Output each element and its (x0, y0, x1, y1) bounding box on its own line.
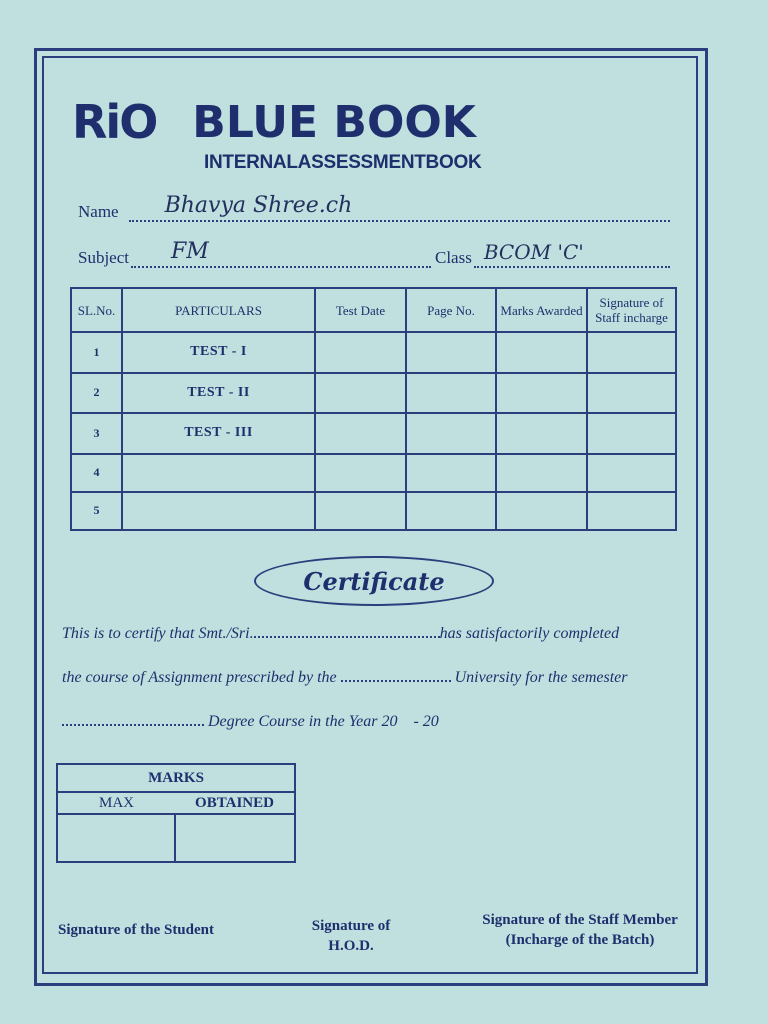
name-field (78, 193, 670, 222)
certificate-line-1-end: has satisfactorily completed (439, 625, 620, 642)
student-name-blank[interactable] (254, 624, 440, 638)
row-particulars[interactable] (122, 454, 315, 492)
subject-label: Subject (78, 248, 129, 267)
table-row (71, 492, 676, 530)
assessment-table (70, 287, 677, 531)
certificate-line-2 (62, 668, 627, 687)
name-value: Bhavya Shree.ch (164, 193, 353, 218)
row-particulars: TEST - II (122, 373, 315, 414)
book-subtitle: INTERNALASSESSMENTBOOK (204, 152, 482, 173)
marks-cell[interactable] (496, 373, 587, 414)
certificate-line-2-end: University for the semester (454, 669, 628, 686)
hod-signature-line-1: Signature of (311, 918, 391, 934)
row-sl: 2 (71, 373, 122, 414)
staff-signature-line-2: (Incharge of the Batch) (505, 932, 655, 948)
certificate-title: Certificate (303, 566, 445, 596)
row-sl: 1 (71, 332, 122, 373)
certificate-badge (254, 556, 494, 606)
marks-title: MARKS (57, 764, 295, 792)
marks-cell[interactable] (496, 492, 587, 530)
name-label: Name (78, 202, 119, 221)
signature-cell[interactable] (587, 373, 676, 414)
class-value: BCOM 'C' (483, 240, 584, 264)
hod-signature-line-2: H.O.D. (328, 938, 374, 954)
certificate-line-3-end: - 20 (413, 713, 439, 730)
row-particulars: TEST - I (122, 332, 315, 373)
signature-cell[interactable] (587, 332, 676, 373)
marks-cell[interactable] (496, 454, 587, 492)
header-marks-awarded: Marks Awarded (496, 288, 587, 332)
rio-logo: RiO (72, 95, 157, 149)
marks-obtained-header: OBTAINED (175, 792, 295, 814)
row-sl: 5 (71, 492, 122, 530)
class-label: Class (435, 248, 472, 267)
row-sl: 4 (71, 454, 122, 492)
table-row (71, 373, 676, 414)
test-date-cell[interactable] (315, 413, 406, 454)
marks-cell[interactable] (496, 413, 587, 454)
header-test-date: Test Date (315, 288, 406, 332)
student-signature-label: Signature of the Student (58, 922, 214, 938)
page-no-cell[interactable] (406, 373, 496, 414)
test-date-cell[interactable] (315, 454, 406, 492)
hod-signature (296, 916, 406, 956)
marks-table (56, 763, 296, 863)
staff-signature-line-1: Signature of the Staff Member (482, 912, 678, 928)
name-dotted-line[interactable] (129, 193, 670, 222)
row-sl: 3 (71, 413, 122, 454)
student-signature (58, 920, 228, 940)
test-date-cell[interactable] (315, 332, 406, 373)
test-date-cell[interactable] (315, 373, 406, 414)
signature-cell[interactable] (587, 492, 676, 530)
subject-value: FM (171, 239, 209, 264)
certificate-line-3 (62, 712, 439, 731)
subject-dotted-line[interactable] (131, 239, 431, 268)
brand-title: BLUE BOOK (192, 96, 476, 148)
header-staff-signature: Signature of Staff incharge (587, 288, 676, 332)
certificate-line-1 (62, 624, 619, 643)
table-header-row (71, 288, 676, 332)
header-particulars: PARTICULARS (122, 288, 315, 332)
class-dotted-line[interactable] (474, 240, 670, 268)
university-blank[interactable] (341, 668, 451, 682)
page-no-cell[interactable] (406, 454, 496, 492)
staff-signature (470, 910, 690, 950)
subject-class-field (78, 239, 670, 268)
page-no-cell[interactable] (406, 332, 496, 373)
marks-max-header: MAX (57, 792, 175, 814)
row-particulars: TEST - III (122, 413, 315, 454)
table-row (71, 332, 676, 373)
header-sl-no: SL.No. (71, 288, 122, 332)
certificate-line-3-start: Degree Course in the Year 20 (208, 713, 398, 730)
marks-max-cell[interactable] (57, 814, 175, 862)
table-row (71, 413, 676, 454)
page-no-cell[interactable] (406, 492, 496, 530)
table-row (71, 454, 676, 492)
signature-cell[interactable] (587, 413, 676, 454)
certificate-line-1-start: This is to certify that Smt./Sri. (62, 625, 254, 642)
marks-obtained-cell[interactable] (175, 814, 295, 862)
test-date-cell[interactable] (315, 492, 406, 530)
page-no-cell[interactable] (406, 413, 496, 454)
header-page-no: Page No. (406, 288, 496, 332)
row-particulars[interactable] (122, 492, 315, 530)
certificate-line-2-start: the course of Assignment prescribed by the (62, 669, 337, 686)
brand-header (72, 92, 672, 152)
marks-cell[interactable] (496, 332, 587, 373)
signature-cell[interactable] (587, 454, 676, 492)
degree-blank[interactable] (62, 712, 204, 726)
